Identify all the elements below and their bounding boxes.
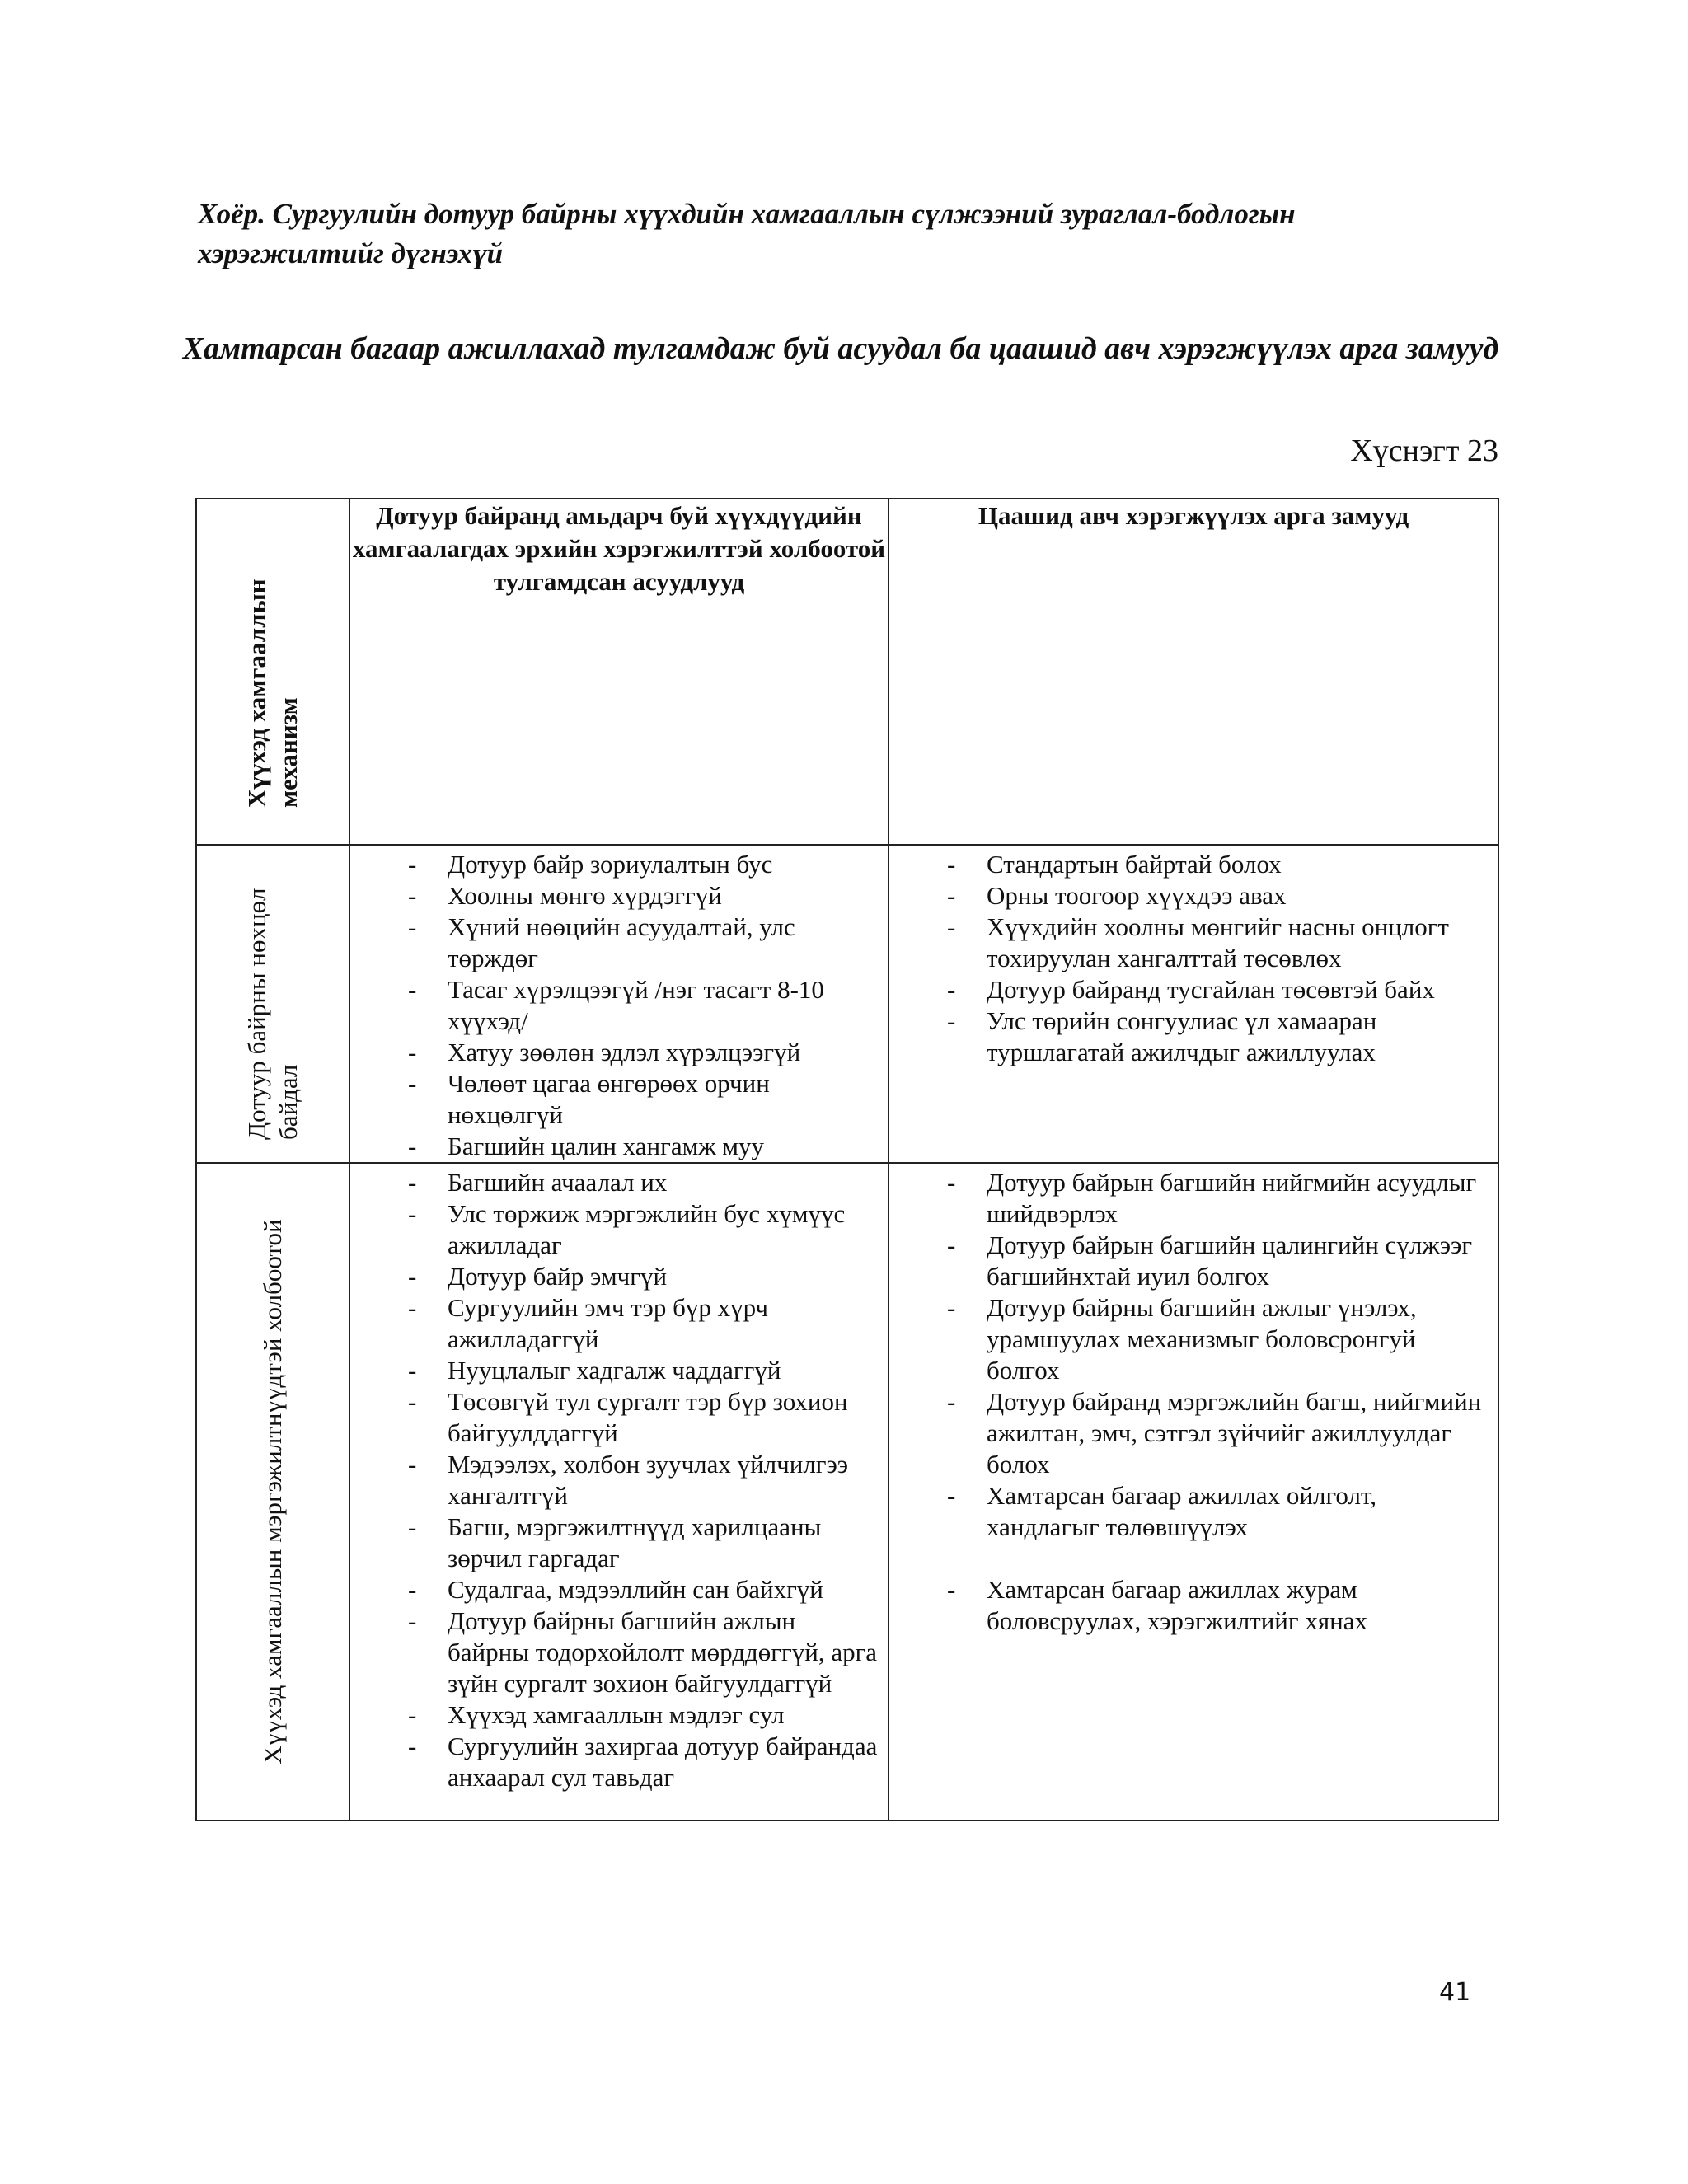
list-item: - Хатуу зөөлөн эдлэл хүрэлцээгүй — [350, 1037, 879, 1068]
header-solutions: Цаашид авч хэрэгжүүлэх арга замууд — [889, 499, 1498, 845]
issues-cell — [349, 845, 889, 1163]
header-mechanism: Хүүхэд хамгааллын механизм — [242, 579, 302, 808]
list-item: - Дотуур байр зориулалтын бус — [350, 849, 879, 880]
list-item: - Дотуур байранд тусгайлан төсөвтэй байх — [889, 974, 1489, 1005]
list-item: - Багшийн ачаалал их — [350, 1167, 879, 1198]
table-title: Хамтарсан багаар ажиллахад тулгамдаж буй асуудал ба цаашид авч хэрэгжүүлэх арга замууд — [182, 331, 1499, 366]
issues-list — [350, 846, 888, 1162]
list-item: - Багшийн цалин хангамж муу — [350, 1131, 879, 1162]
list-item: - Тасаг хүрэлцээгүй /нэг тасагт 8-10 хүүхэд/ — [350, 974, 879, 1037]
solutions-cell — [889, 1163, 1498, 1821]
list-item: - Дотуур байранд мэргэжлийн багш, нийгмийн ажилтан, эмч, сэтгэл зүйчийг ажиллуулдаг болох — [889, 1386, 1489, 1480]
header-issues: Дотуур байранд амьдарч буй хүүхдүүдийн хамгаалагдах эрхийн хэрэгжилттэй холбоотой тулгамдсан асуудлууд — [349, 499, 889, 845]
page-number: 41 — [1439, 1978, 1471, 2007]
mechanism-label: Хүүхэд хамгааллын мэргэжилтнүүдтэй холбоотой — [258, 1219, 287, 1765]
issues-list — [350, 1164, 888, 1793]
list-item: - Сургуулийн захиргаа дотуур байрандаа анхаарал сул тавьдаг — [350, 1731, 879, 1793]
list-item: - Орны тоогоор хүүхдээ авах — [889, 880, 1489, 912]
list-item: - Хамтарсан багаар ажиллах журам боловсруулах, хэрэгжилтийг хянах — [889, 1574, 1489, 1637]
list-item: - Хоолны мөнгө хүрдэггүй — [350, 880, 879, 912]
list-item: - Хамтарсан багаар ажиллах ойлголт, хандлагыг төлөвшүүлэх — [889, 1480, 1489, 1543]
table-row — [196, 1163, 1498, 1821]
section-heading: Хоёр. Сургуулийн дотуур байрны хүүхдийн хамгааллын сүлжээний зураглал-бодлогын хэрэгжилтийг дүгнэхүй — [198, 198, 1296, 269]
list-item: - Мэдээлэх, холбон зуучлах үйлчилгээ хангалтгүй — [350, 1449, 879, 1511]
list-item: - Хүүхэд хамгааллын мэдлэг сул — [350, 1699, 879, 1731]
table-header-row — [196, 499, 1498, 845]
solutions-list — [889, 846, 1498, 1068]
list-item: - Нууцлалыг хадгалж чаддаггүй — [350, 1355, 879, 1386]
mechanism-label: Дотуур байрны нөхцөл байдал — [242, 888, 302, 1140]
list-item: - Дотуур байр эмчгүй — [350, 1261, 879, 1292]
list-item: - Улс төрийн сонгуулиас үл хамааран туршлагатай ажилчдыг ажиллуулах — [889, 1005, 1489, 1068]
issues-cell — [349, 1163, 889, 1821]
list-item: - Дотуур байрны багшийн ажлын байрны тодорхойлолт мөрддөггүй, арга зүйн сургалт зохион байгуулдаггүй — [350, 1605, 879, 1699]
header-mechanism-cell — [196, 499, 349, 845]
mechanism-cell — [196, 1163, 349, 1821]
mechanism-cell — [196, 845, 349, 1163]
solutions-cell — [889, 845, 1498, 1163]
list-item: - Дотуур байрын багшийн цалингийн сүлжээг багшийнхтай иуил болгох — [889, 1230, 1489, 1292]
list-item: - Улс төржиж мэргэжлийн бус хүмүүс ажилладаг — [350, 1198, 879, 1261]
solutions-list — [889, 1164, 1498, 1637]
list-item: - Сургуулийн эмч тэр бүр хүрч ажилладаггүй — [350, 1292, 879, 1355]
mechanism-table — [195, 498, 1499, 1821]
table-number: Хүснэгт 23 — [1350, 434, 1498, 468]
list-item: - Хүүхдийн хоолны мөнгийг насны онцлогт тохируулан хангалттай төсөвлөх — [889, 912, 1489, 974]
table-row — [196, 845, 1498, 1163]
list-item: - Стандартын байртай болох — [889, 849, 1489, 880]
list-item: - Багш, мэргэжилтнүүд харилцааны зөрчил гаргадаг — [350, 1511, 879, 1574]
list-item: - Чөлөөт цагаа өнгөрөөх орчин нөхцөлгүй — [350, 1068, 879, 1131]
list-item: - Судалгаа, мэдээллийн сан байхгүй — [350, 1574, 879, 1605]
list-item: - Дотуур байрны багшийн ажлыг үнэлэх, урамшуулах механизмыг боловсронгуй болгох — [889, 1292, 1489, 1386]
list-item: - Хүний нөөцийн асуудалтай, улс төрждөг — [350, 912, 879, 974]
list-item: - Дотуур байрын багшийн нийгмийн асуудлыг шийдвэрлэх — [889, 1167, 1489, 1230]
list-item: - Төсөвгүй тул сургалт тэр бүр зохион байгуулддаггүй — [350, 1386, 879, 1449]
